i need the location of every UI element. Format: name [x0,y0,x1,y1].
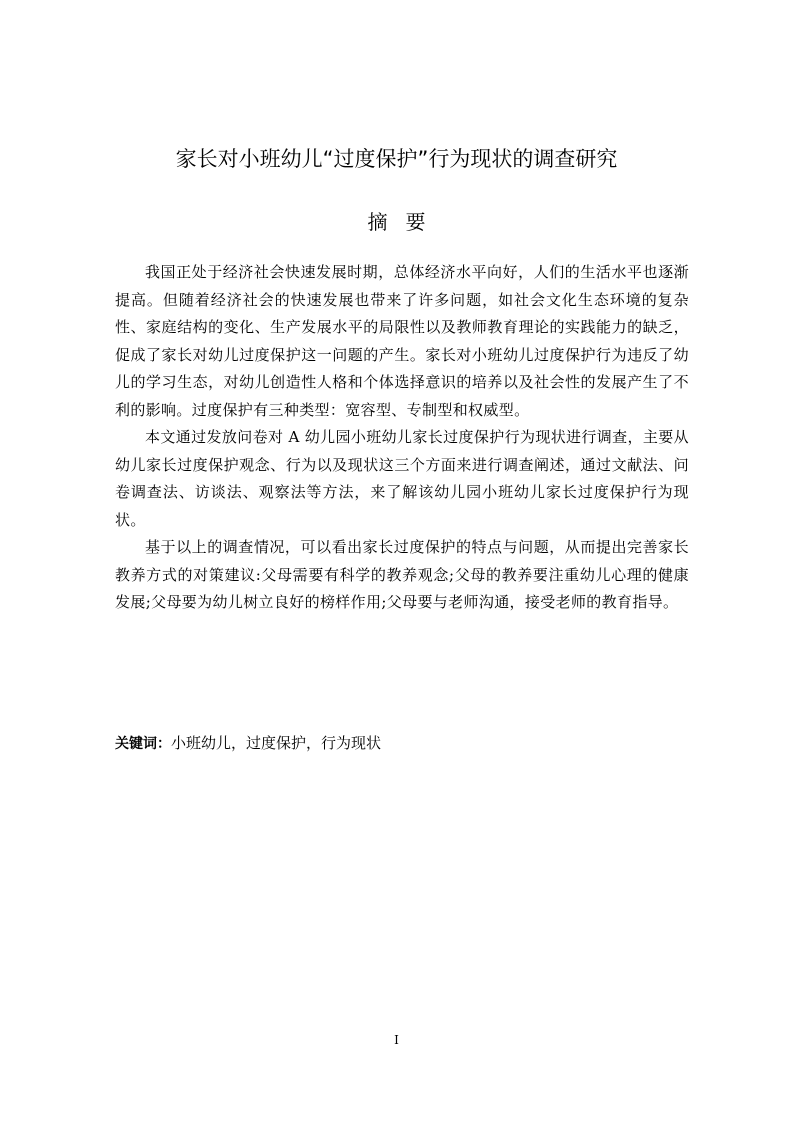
abstract-body [115,259,689,617]
keywords-label: 关键词： [115,736,171,752]
abstract-paragraph-3: 基于以上的调查情况，可以看出家长过度保护的特点与问题，从而提出完善家长教养方式的对策建议:父母需要有科学的教养观念;父母的教养要注重幼儿心理的健康发展;父母要为幼儿树立良好的榜样作用;父母要与老师沟通，接受老师的教育指导。 [115,538,689,611]
keywords-line [115,730,381,758]
document-title: 家长对小班幼儿“过度保护”行为现状的调查研究 [175,147,618,171]
abstract-heading: 摘要 [367,210,444,234]
keywords-text: 小班幼儿，过度保护，行为现状 [171,734,382,752]
abstract-paragraph-2: 本文通过发放问卷对 A 幼儿园小班幼儿家长过度保护行为现状进行调查，主要从幼儿家长过度保护观念、行为以及现状这三个方面来进行调查阐述，通过文献法、问卷调查法、访谈法、观察法等方法，来了解该幼儿园小班幼儿家长过度保护行为现状。 [115,428,689,529]
page-number: I [394,1033,399,1047]
abstract-paragraph-1: 我国正处于经济社会快速发展时期，总体经济水平向好，人们的生活水平也逐渐提高。但随着经济社会的快速发展也带来了许多问题，如社会文化生态环境的复杂性、家庭结构的变化、生产发展水平的局限性以及教师教育理论的实践能力的缺乏，促成了家长对幼儿过度保护这一问题的产生。家长对小班幼儿过度保护行为违反了幼儿的学习生态，对幼儿创造性人格和个体选择意识的培养以及社会性的发展产生了不利的影响。过度保护有三种类型：宽容型、专制型和权威型。 [115,263,689,419]
